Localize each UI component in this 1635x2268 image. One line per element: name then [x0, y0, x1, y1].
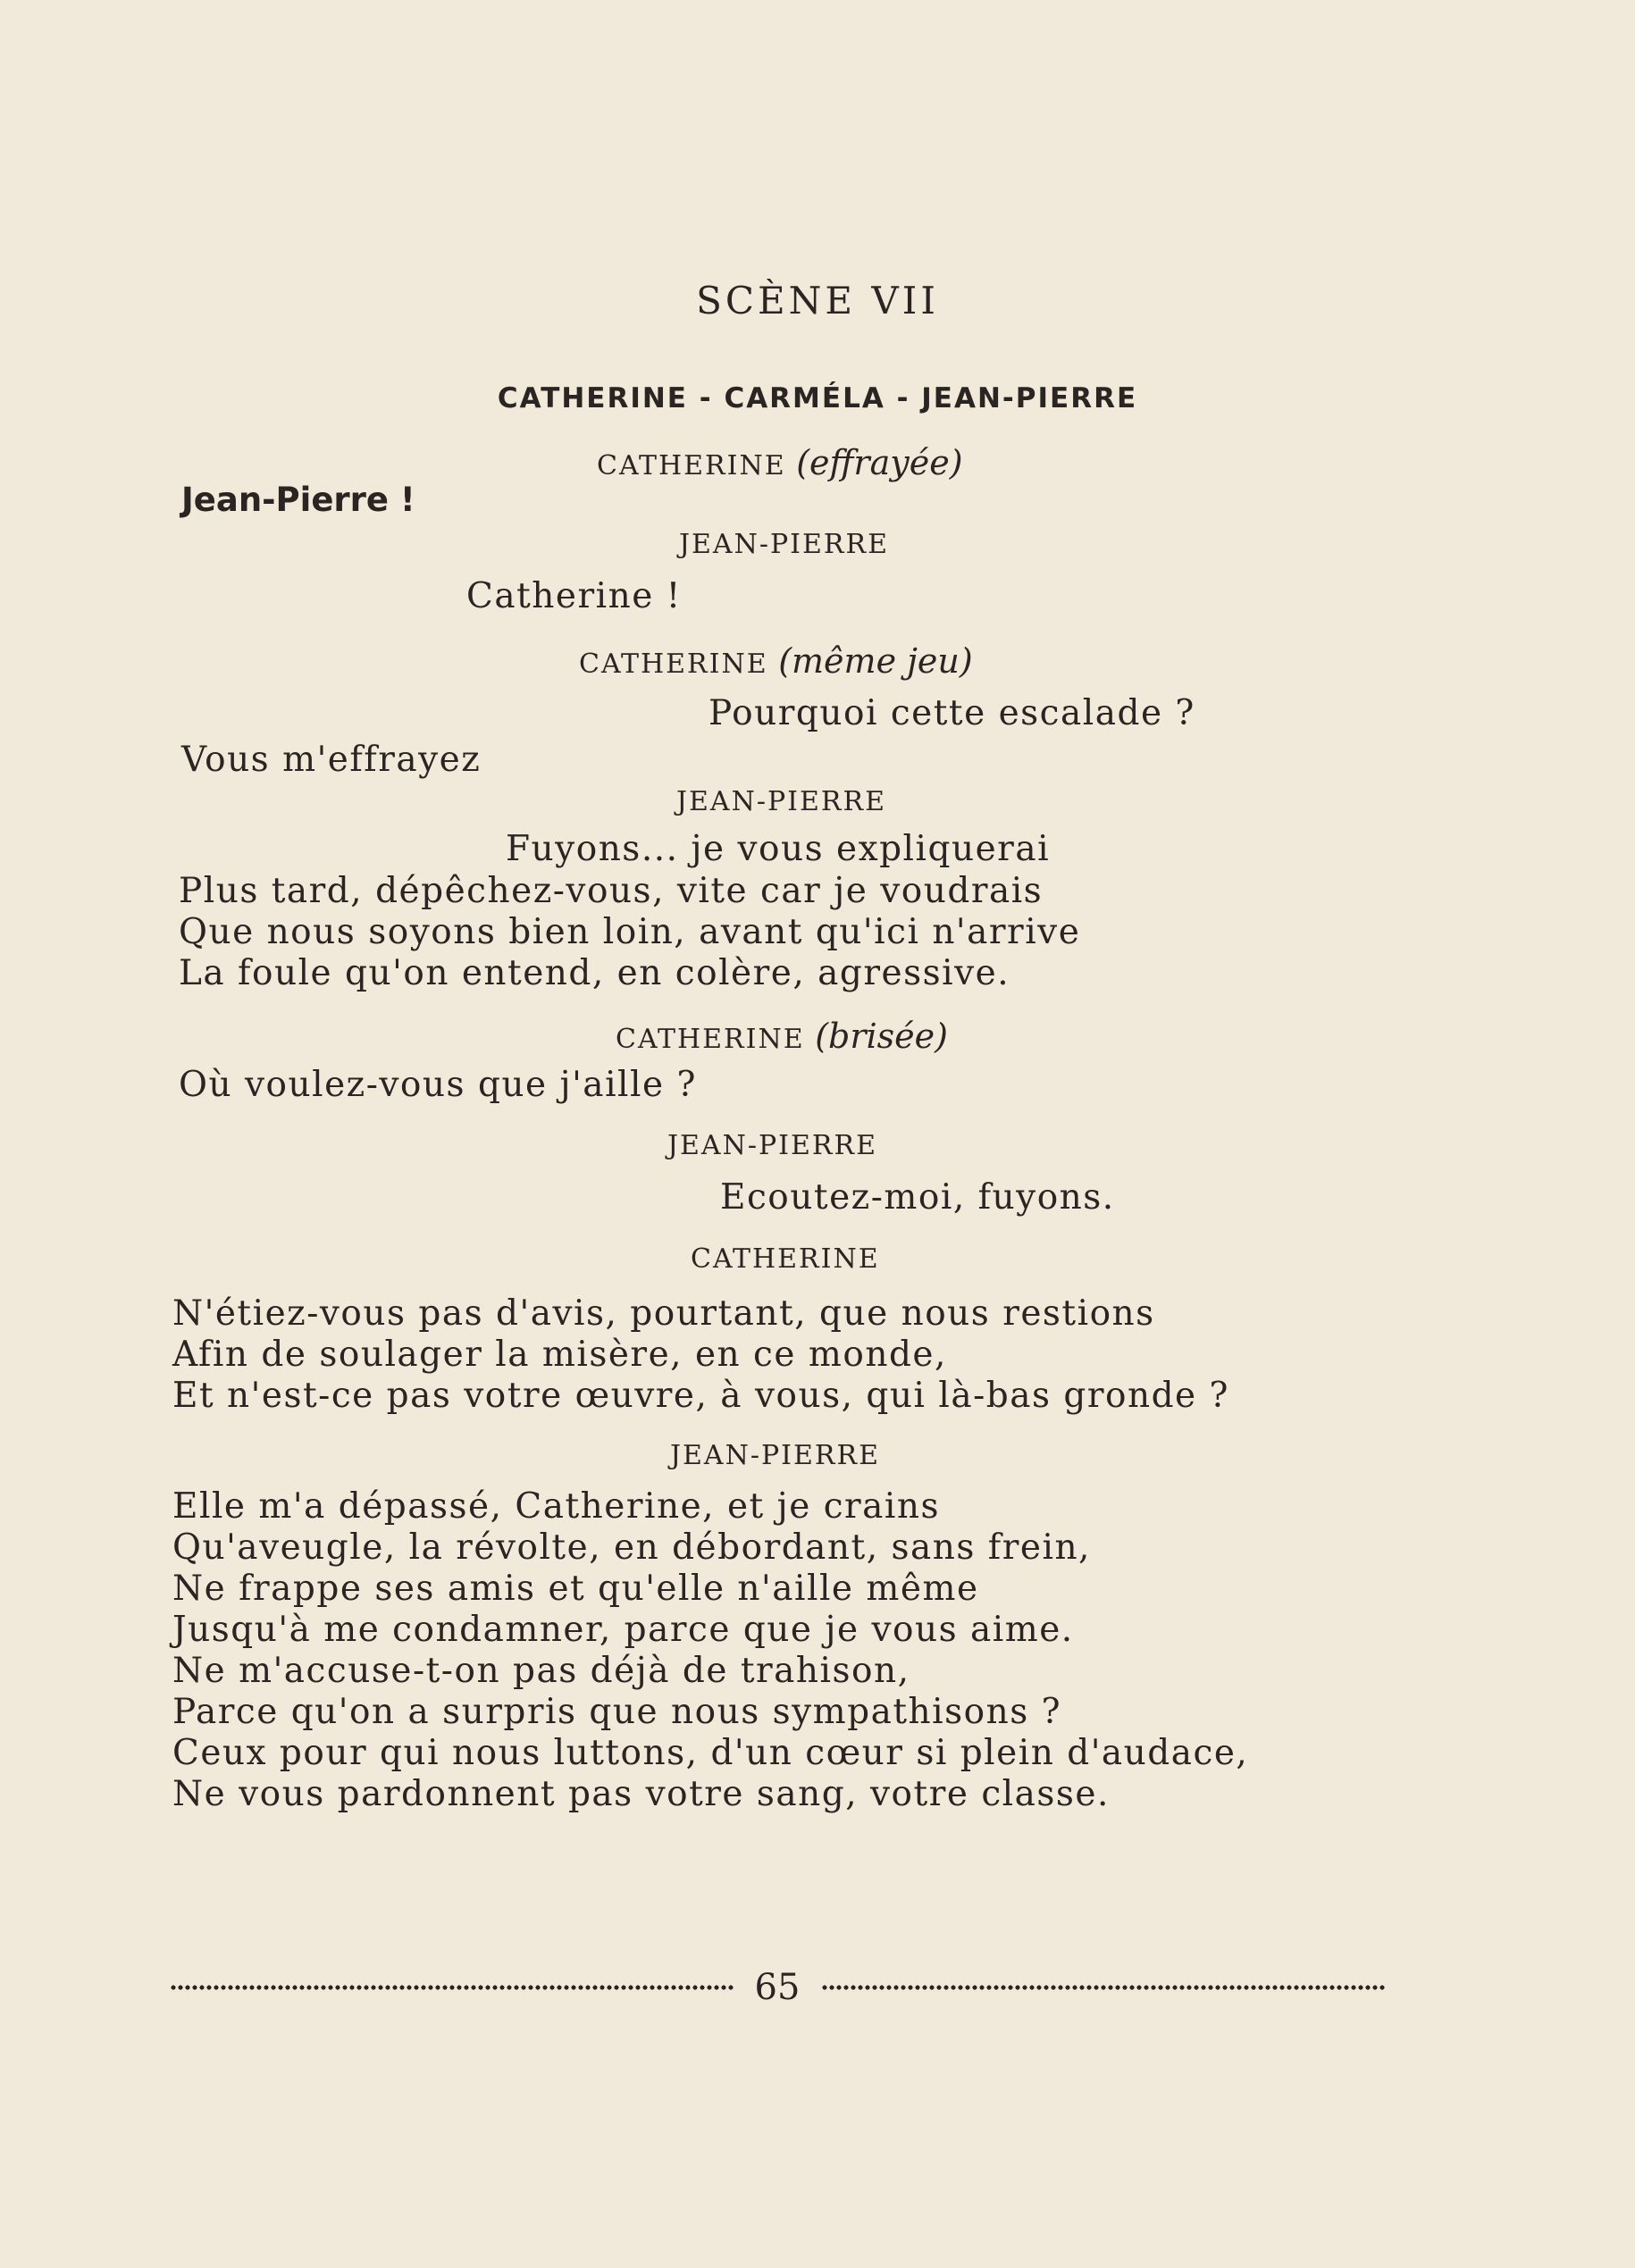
verse-line: Catherine !	[466, 576, 682, 616]
verse-line: Que nous soyons bien loin, avant qu'ici n'arrive	[179, 912, 1081, 952]
stage-direction: (même jeu)	[778, 641, 973, 681]
verse-line: Ecoutez-moi, fuyons.	[720, 1177, 1115, 1218]
verse-line: Jusqu'à me condamner, parce que je vous aime.	[172, 1610, 1074, 1650]
cast-list: CATHERINE - CARMÉLA - JEAN-PIERRE	[497, 382, 1138, 414]
dotted-rule-right	[821, 1985, 1385, 1990]
verse-line: Ne frappe ses amis et qu'elle n'aille même	[172, 1569, 979, 1609]
speaker-name: CATHERINE	[579, 649, 768, 680]
stage-direction: (effrayée)	[796, 443, 963, 482]
stage-direction: (brisée)	[815, 1017, 948, 1056]
scene-title: SCÈNE VII	[696, 279, 939, 322]
page-number: 65	[754, 1967, 801, 2008]
verse-line: Et n'est-ce pas votre œuvre, à vous, qui là-bas gronde ?	[172, 1376, 1229, 1416]
verse-line: Parce qu'on a surpris que nous sympathisons ?	[172, 1692, 1062, 1732]
dotted-rule-left	[170, 1985, 734, 1990]
verse-line: Fuyons... je vous expliquerai	[506, 829, 1051, 869]
verse-line: Ne m'accuse-t-on pas déjà de trahison,	[172, 1651, 910, 1691]
speaker-name: CATHERINE	[616, 1024, 805, 1055]
verse-line: Qu'aveugle, la révolte, en débordant, sans frein,	[172, 1527, 1091, 1568]
verse-line: Pourquoi cette escalade ?	[708, 693, 1195, 733]
verse-line: Elle m'a dépassé, Catherine, et je crains	[172, 1486, 941, 1527]
page-footer	[170, 1965, 1385, 2010]
verse-line: La foule qu'on entend, en colère, agressive.	[179, 953, 1010, 993]
verse-line: Ne vous pardonnent pas votre sang, votre classe.	[172, 1774, 1110, 1814]
speaker-name: CATHERINE	[597, 450, 786, 481]
verse-line: Jean-Pierre !	[181, 481, 415, 519]
speaker-name: JEAN-PIERRE	[670, 1440, 880, 1471]
verse-line: Ceux pour qui nous luttons, d'un cœur si plein d'audace,	[172, 1733, 1249, 1773]
speaker-heading	[579, 641, 973, 681]
speaker-heading	[616, 1017, 948, 1056]
verse-line: Plus tard, dépêchez-vous, vite car je voudrais	[179, 871, 1044, 911]
verse-line: Où voulez-vous que j'aille ?	[179, 1065, 697, 1105]
speaker-name: JEAN-PIERRE	[667, 1130, 877, 1161]
speaker-heading	[597, 443, 963, 482]
verse-line: Afin de soulager la misère, en ce monde,	[172, 1335, 947, 1375]
speaker-name: JEAN-PIERRE	[676, 786, 886, 817]
speaker-name: CATHERINE	[691, 1243, 880, 1275]
verse-line: N'étiez-vous pas d'avis, pourtant, que nous restions	[172, 1293, 1155, 1334]
verse-line: Vous m'effrayez	[181, 740, 482, 780]
speaker-name: JEAN-PIERRE	[679, 529, 889, 560]
